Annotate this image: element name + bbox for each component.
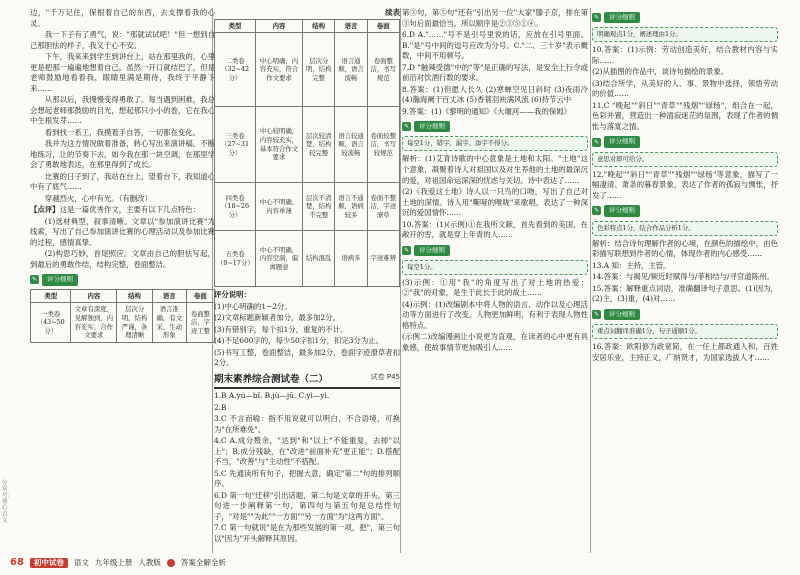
exam-title: 期末素养综合测试卷（二） [214, 373, 329, 385]
subject-label: 语文 [73, 557, 89, 567]
score-note: 色彩特点1分，结合作品分析1分。 [592, 221, 778, 236]
page-footer [10, 557, 226, 569]
th: 内容 [256, 19, 303, 33]
answer: 7.D "触辣受德"中的"等"是正确的写法，是安全上行令或前沿对饮酒行数的要求。 [402, 62, 588, 83]
analysis: (2)《我爱这土地》诗人以一只鸟的口吻，写出了自己对土地的深情。诗人用"嘶哑的喉咙"来歌唱，表达了一种深沉的爱国情怀…… [402, 187, 588, 218]
rules-title: 评分说明： [214, 290, 251, 300]
analysis: (4)示例：(1)改编剧本中将人物的语言、动作以及心理活动等方面进行了改变，人物更加鲜明，有利于表现人物性格特点。 [402, 299, 588, 330]
eval-badge: 评分细则 [414, 245, 450, 256]
rule: (3)有错别字，每个扣1分，重复的不计。 [214, 324, 348, 334]
column-3 [402, 8, 588, 355]
answer: 6.D 第一句"迁移"引出话题，第二句是文章的开头，第三句进一步阐释第一句，第四句与第五句是总结性句子，"对是""为此""一方面""另一方面"为"这两方面"。 [214, 490, 400, 521]
answer: 4.C A.成分赘余，"达到"和"以上"不能重复，去掉"以上"；B.成分残缺，在"改进"前面补充"更正能"；D.搭配不当，"改善"与"主动性"不搭配。 [214, 436, 400, 467]
eval-icon: ✎ [593, 310, 600, 318]
eval-icon: ✎ [403, 246, 410, 254]
td: 语言通顺，语言流畅 [335, 33, 367, 107]
comment-label: 【点评】 [30, 205, 60, 215]
eval-badge: 评分细则 [414, 121, 450, 132]
th: 语言 [335, 19, 367, 33]
rule: (1)中心明确的1~2分。 [214, 301, 292, 311]
score-note: 意思对即可给分。 [592, 152, 778, 167]
td: 三类卷（27~31分） [215, 107, 256, 183]
answer: 13.A 知：主持，主管。 [592, 260, 671, 270]
td: 层次分明，结构严谨，条理清晰 [117, 303, 153, 343]
td: 语言不通顺，语病较多 [335, 183, 367, 231]
paragraph: 边，"千万记住，保根着自己的东西，去支撑着我的心灵。 [30, 8, 215, 28]
answer: (2)从插图的作品中，谈诗句描绘的景象。 [592, 67, 729, 77]
analysis: 解析：(1)艾青诗歌的中心意象是土地和太阳。"土地"这个意象，凝聚着诗人对祖国以及对生养他的土地的最深沉的爱，对祖国命运深深的忧虑与关切。诗中表达了…… [402, 154, 588, 185]
th: 内容 [71, 289, 117, 303]
score-note: 重点词翻译准确1分，句子通顺1分。 [592, 324, 778, 339]
paragraph: 从那以后，我慢慢变得勇敢了。每当遇到困难，我总会想起老师那鼓励的目光，想起那只小小的卷，它在我心中生根发芽…… [30, 95, 215, 126]
td: 卷面整洁，字迹工整 [186, 303, 214, 343]
th: 结构 [302, 19, 334, 33]
eval-icon: ✎ [403, 123, 410, 131]
td: 四类卷（18~26分） [215, 183, 256, 231]
answer-key-icon [167, 559, 175, 567]
th: 卷面 [367, 19, 399, 33]
grading-table-continued [214, 19, 400, 288]
td: 卷面不整洁，字迹潦草 [367, 183, 399, 231]
td: 卷面整洁，书写规范 [367, 33, 399, 107]
score-note: 每空1分，错字、漏字、添字不得分。 [402, 136, 588, 151]
paragraph: 穿越烈火，心中有光。（有删改） [44, 193, 152, 203]
exam-ref: 试卷 P45 [370, 372, 400, 381]
eval-badge: 评分细则 [604, 205, 640, 216]
eval-icon: ✎ [593, 138, 600, 146]
eval-badge: 评分细则 [604, 12, 640, 23]
answer: (3)结合所学，从美好的人、事、景物中选择，领悟劳动的价值…… [592, 78, 778, 99]
td: 语言准确，有文采，生动形象 [152, 303, 186, 343]
analysis: (3)示例：①用"我"的角度写出了对土地的热爱；②"我"的对象，是生于此长于此的故土…… [402, 277, 588, 298]
answer: 8.答案：(1)但愿人长久 (2)寒蝉空见日斜时 (3)夜雨冷 (4)瀚海阑干百丈冰 (5)香蓑羽袂满风流 (6)持节云中 [402, 84, 588, 105]
td: 文章有深度，见解独到，内容充实，合作文要求 [71, 303, 117, 343]
th: 类型 [215, 19, 256, 33]
side-watermark: 公众号：初心百文 [2, 480, 14, 524]
td: 卷面较整洁，书写较规范 [367, 107, 399, 183]
edition-label: 人教版 [138, 557, 161, 567]
column-divider [590, 8, 591, 553]
answer: 1.B A.yú—bǐ. B.jù—jū. C.yì—yì. [214, 391, 330, 401]
analysis: 解析：结合诗句理解作者的心境，在颜色的描绘中，由色彩描写联想到作者的心情，体现作者的内心感受…… [592, 238, 778, 259]
page-number: 68 [10, 556, 24, 568]
rule: (2)文章标题新颖者加分，最多加2分。 [214, 313, 341, 323]
column-1 [30, 8, 215, 343]
exam-title-bar [214, 373, 400, 389]
answer: 14.答案：与揭见/频近时赋得与/菲相结与/寻官道陈州。 [592, 272, 774, 282]
th: 语言 [152, 289, 186, 303]
td: 中心较明确，内容较充实，基本符合作文要求 [256, 107, 303, 183]
eval-badge: 评分细则 [604, 136, 640, 147]
answer: 9.答案：(1)《黎明的通知》《大堰河——我的保姆》 [402, 106, 572, 116]
th: 卷面 [186, 289, 214, 303]
td: 中心不明确，内容单薄 [256, 183, 303, 231]
answer: 15.答案：解释重点词语，准确翻译句子意思。(1)因为，(2)主，(3)重，(4)对…… [592, 283, 778, 304]
td: 一类卷（43~50分） [31, 303, 71, 343]
answer: 5.C 先通读所有句子，把握大意，确定"第二"句的排列顺序。 [214, 468, 400, 489]
td: 语言较通顺，语言较流畅 [335, 107, 367, 183]
td: 中心不明确，内容空洞，偏离题意 [256, 231, 303, 287]
comment-point: (1)选材典型，叙事清晰。文章以"参加演讲比赛"为线索，写出了自己参加演讲比赛的心理活动以及参加比赛的过程，感情真挚。 [30, 216, 215, 247]
answer: 6.D A."……"号不是引号里说的话，应放在引号里面。B."是"号中间的逗号应改为分号。C."二、三十岁"表示概数，中间不用顿号。 [402, 30, 588, 61]
paragraph: 第③句，第⑤句"还有"引出另一位"大家"滕子京，排在第③句后面最恰当。所以顺序是②③⑤①④。 [402, 8, 588, 28]
td: 中心明确，内容充实，符合作文要求 [256, 33, 303, 107]
column-divider [400, 8, 401, 553]
answer: 11.C "晚起""斜日""青草""残烟""绿杨"，组合在一起，色彩并置，营造出一种清寂迷茫的氛围，表现了作者的惆怅与落寞之情。 [592, 100, 778, 131]
analysis: (示例二)改编漫画让小说更为直观，在读者的心中更有具象感，使故事情节更加吸引人…… [402, 332, 588, 352]
eval-icon: ✎ [31, 276, 38, 284]
td: 结构混乱 [302, 231, 334, 287]
grade-label: 九年级上册 [94, 557, 133, 567]
footer-suffix: 答案全解全析 [180, 557, 226, 567]
td: 五类卷（0~17分） [215, 231, 256, 287]
column-2 [214, 8, 400, 545]
answer: 12."晚起""斜日""青草""残烟""绿杨"等意象，描写了一幅凄清、萧条的暮春景象，表达了作者的孤寂与惆怅，抒发了…… [592, 169, 778, 200]
td: 字迹难辨 [367, 231, 399, 287]
score-note: 明确观点1分，阐述理由1分。 [592, 27, 778, 42]
th: 结构 [117, 289, 153, 303]
paragraph: 我一下子有了勇气，说："那就试试吧！"但一想到自己那胆怯的样子，我又于心不安。 [30, 30, 215, 50]
comment-point: (2)构思巧妙，首尾照应。文章由自己的胆怯写起，到最后的勇敢作结，结构完整，卷面整洁。 [30, 249, 215, 269]
brand-label: 初中试卷 [30, 558, 68, 569]
eval-icon: ✎ [593, 14, 600, 22]
rule: (4)不足600字的，每少50字扣1分，扣完3分为止。 [214, 336, 384, 346]
answer: 10.答案：(1)示例：劳动创造美好，结合教材内容与实际…… [592, 45, 778, 65]
answer: 2.B [214, 402, 227, 412]
td: 层次较清楚，结构较完整 [302, 107, 334, 183]
eval-icon: ✎ [593, 207, 600, 215]
comment-text: 这是一篇优秀作文，主要有以下几点特色： [59, 205, 201, 215]
eval-badge: 评分细则 [42, 274, 78, 285]
answer: 3.C 不言而喻：指不用说就可以明白，不合语境，可换为"在所难免"。 [214, 414, 400, 434]
paragraph: 我并为这方情况做着准备，转心写出来演讲稿，不断地练习，让的节奏下去，如今我在那一块空调，在那里学会了勇敢地表达，在那里得到了成长。 [30, 139, 215, 170]
eval-badge: 评分细则 [604, 309, 640, 320]
column-4 [592, 8, 778, 364]
paragraph: 看到找一系工，我摸着手自答，一切都在变化。 [44, 127, 201, 137]
td: 层次不清楚，结构不完整 [302, 183, 334, 231]
td: 语病多 [335, 231, 367, 287]
answer: 7.C 第一句就说"是在为那些发展的第一项，把"，第三句以"因为"开头解释其原因。 [214, 523, 400, 543]
td: 二类卷（32~42分） [215, 33, 256, 107]
th: 类型 [31, 289, 71, 303]
score-note: 每空1分。 [402, 260, 588, 275]
td: 层次分明，结构完整 [302, 33, 334, 107]
grading-table [30, 289, 215, 343]
continued-label: 续表 [385, 8, 400, 17]
answer: 10.答案：(1)(示例)①在我所文献，首先看到的美国，在敞开的雪，就是穿上年青的人…… [402, 219, 588, 240]
rule: (5)书写工整，卷面整洁，最多加2分，卷面字迹潦草者扣2分。 [214, 347, 400, 368]
paragraph: 比赛的日子到了，我站在台上，望着台下，我知道心中有了底气…… [30, 171, 215, 192]
answer: 16.答案：欧阳修为政宽简，在一任上都政通人和，百姓安居乐业，主持正义，广纳贤才，为国家选拔人才…… [592, 342, 778, 362]
paragraph: 下午，我来来到学生到讲台上，站在那里我的，心里更是把那一遍遍地想着自己。虽然一开口就结巴了，但是老师鼓励地看着我，眼睛里满是期待，我终于平静下来…… [30, 52, 215, 93]
